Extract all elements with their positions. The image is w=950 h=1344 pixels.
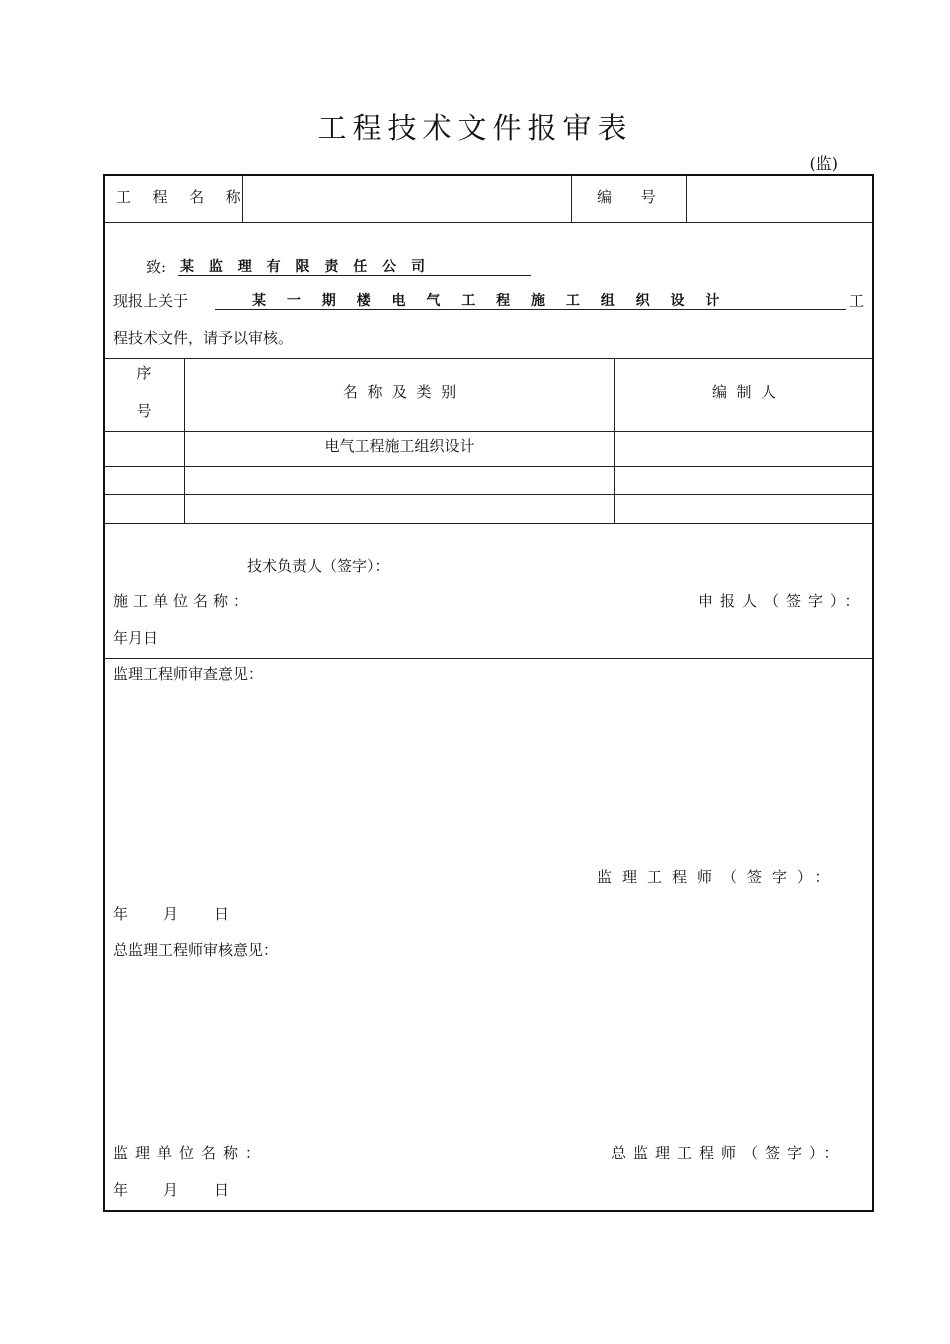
subject-underline <box>215 309 846 310</box>
divider <box>104 358 873 359</box>
form-code: (监) <box>809 154 838 173</box>
divider <box>104 658 873 659</box>
page-title: 工程技术文件报审表 <box>317 111 633 145</box>
recipient-name: 某 监 理 有 限 责 任 公 司 <box>180 259 430 275</box>
supervisor-date-year: 年 <box>113 905 129 923</box>
construction-unit-label: 施工单位名称： <box>113 592 254 610</box>
seq-header-top: 序 <box>136 364 152 382</box>
supervisor-review-title: 监理工程师审查意见： <box>113 665 264 683</box>
name-type-header: 名 称 及 类 别 <box>342 383 457 401</box>
line1-suffix: 工 <box>849 292 865 310</box>
project-name-field[interactable] <box>250 186 565 210</box>
supervisor-date-day: 日 <box>214 905 230 923</box>
chief-date-year: 年 <box>113 1181 129 1199</box>
project-name-label: 工 程 名 称 <box>116 188 245 206</box>
to-prefix: 致: <box>146 258 167 276</box>
chief-date-day: 日 <box>214 1181 230 1199</box>
line2-text: 程技术文件，请予以审核。 <box>113 329 294 347</box>
subject-name: 某 一 期 楼 电 气 工 程 施 工 组 织 设 计 <box>252 293 728 309</box>
chief-signature-label: 总监理工程师（签字）： <box>611 1144 846 1162</box>
applicant-signature-label: 申报人（签字）： <box>698 592 867 610</box>
divider <box>686 175 687 222</box>
divider <box>104 222 873 223</box>
contractor-date: 年月日 <box>113 629 159 647</box>
divider <box>104 466 873 467</box>
tech-lead-signature-label: 技术负责人（签字）： <box>247 557 390 575</box>
line1-prefix: 现报上关于 <box>113 292 189 310</box>
seq-header-bottom: 号 <box>136 402 152 420</box>
supervisor-date-month: 月 <box>163 905 179 923</box>
chief-review-title: 总监理工程师审核意见： <box>113 941 279 959</box>
table-row-1-name: 电气工程施工组织设计 <box>324 437 475 455</box>
recipient-underline <box>178 275 531 276</box>
supervision-unit-label: 监理单位名称： <box>113 1144 268 1162</box>
divider <box>571 175 572 222</box>
divider <box>104 494 873 495</box>
chief-date-month: 月 <box>163 1181 179 1199</box>
author-header: 编 制 人 <box>711 383 777 401</box>
divider <box>104 523 873 524</box>
divider <box>104 431 873 432</box>
number-field[interactable] <box>694 186 864 210</box>
number-label: 编 号 <box>597 188 656 206</box>
supervisor-signature-label: 监理工程师（签字）： <box>597 868 840 886</box>
